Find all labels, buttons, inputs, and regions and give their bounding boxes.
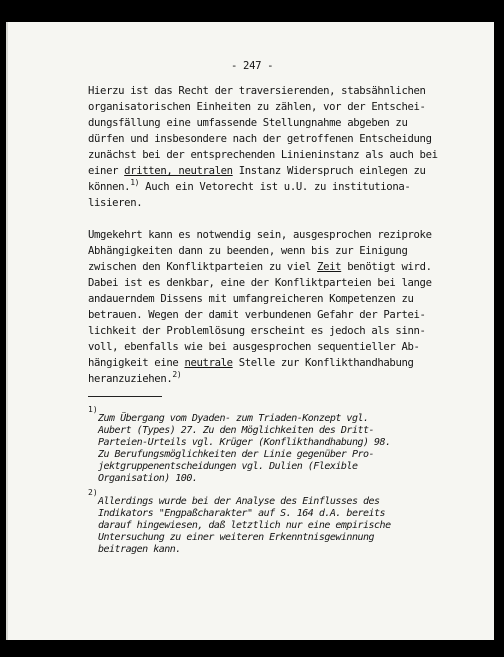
text-span: Instanz Widerspruch einlegen zu [232, 165, 426, 177]
page-number: - 247 - [231, 60, 274, 72]
text-line: dungsfällung eine umfassende Stellungnahme abgeben zu [88, 117, 408, 129]
text-line: lisieren. [88, 197, 143, 209]
text-line [88, 261, 432, 273]
footnote-line: Untersuchung zu einer weiteren Erkenntnisgewinnung [98, 532, 375, 543]
underlined-text: Zeit [317, 261, 342, 273]
footnote-line: Zum Übergang vom Dyaden- zum Triaden-Konzept vgl. [98, 413, 369, 424]
footnote-line: Indikators "Engpaßcharakter" auf S. 164 d.A. bereits [98, 508, 386, 519]
underlined-text: dritten, neutralen [124, 165, 233, 177]
text-line: zunächst bei der entsprechenden Linieninstanz als auch bei [88, 149, 438, 161]
text-span: Stelle zur Konflikthandhabung [232, 357, 414, 369]
footnote-line: beitragen kann. [98, 544, 181, 555]
footnote-marker: 2) [88, 488, 98, 497]
text-line [88, 357, 414, 369]
text-span: einer [88, 165, 125, 177]
text-line [88, 165, 426, 177]
text-line: betrauen. Wegen der damit verbundenen Gefahr der Partei- [88, 309, 426, 321]
footnote-ref: 2) [172, 370, 182, 379]
footnote-line: darauf hingewiesen, daß letztlich nur eine empirische [98, 520, 391, 531]
footnote-line: jektgruppenentscheidungen vgl. Dulien (Flexible [98, 461, 358, 472]
text-line: organisatorischen Einheiten zu zählen, vor der Entschei- [88, 101, 426, 113]
footnote-line: Parteien-Urteils vgl. Krüger (Konflikthandhabung) 98. [98, 437, 391, 448]
footnote-line: Allerdings wurde bei der Analyse des Einflusses des [98, 496, 380, 507]
underlined-text: neutrale [184, 357, 233, 369]
text-line: Umgekehrt kann es notwendig sein, ausgesprochen reziproke [88, 229, 432, 241]
text-line [88, 370, 182, 386]
text-span: können. [88, 181, 131, 193]
text-line: dürfen und insbesondere nach der getroffenen Entscheidung [88, 133, 432, 145]
text-line: andauerndem Dissens mit umfangreicheren Kompetenzen zu [88, 293, 414, 305]
text-line: lichkeit der Problemlösung erscheint es jedoch als sinn- [88, 325, 426, 337]
text-line: voll, ebenfalls wie bei ausgesprochen sequentieller Ab- [88, 341, 420, 353]
text-line: Abhängigkeiten dann zu beenden, wenn bis zur Einigung [88, 245, 408, 257]
text-span: benötigt wird. [341, 261, 432, 273]
footnote-ref: 1) [130, 178, 140, 187]
text-line [88, 178, 411, 194]
text-span: heranzuziehen. [88, 373, 173, 385]
footnote-rule [88, 396, 162, 397]
footnote-marker: 1) [88, 405, 98, 414]
bottom-border [0, 640, 504, 657]
text-line: Dabei ist es denkbar, eine der Konfliktparteien bei lange [88, 277, 432, 289]
text-line: Hierzu ist das Recht der traversierenden, stabsähnlichen [88, 85, 426, 97]
text-span: hängigkeit eine [88, 357, 185, 369]
footnote-line: Aubert (Types) 27. Zu den Möglichkeiten des Dritt- [98, 425, 375, 436]
text-span: zwischen den Konfliktparteien zu viel [88, 261, 318, 273]
text-span: Auch ein Vetorecht ist u.U. zu institutiona- [139, 181, 411, 193]
footnote-line: Organisation) 100. [98, 473, 198, 484]
footnote-line: Zu Berufungsmöglichkeiten der Linie gegenüber Pro- [98, 449, 375, 460]
